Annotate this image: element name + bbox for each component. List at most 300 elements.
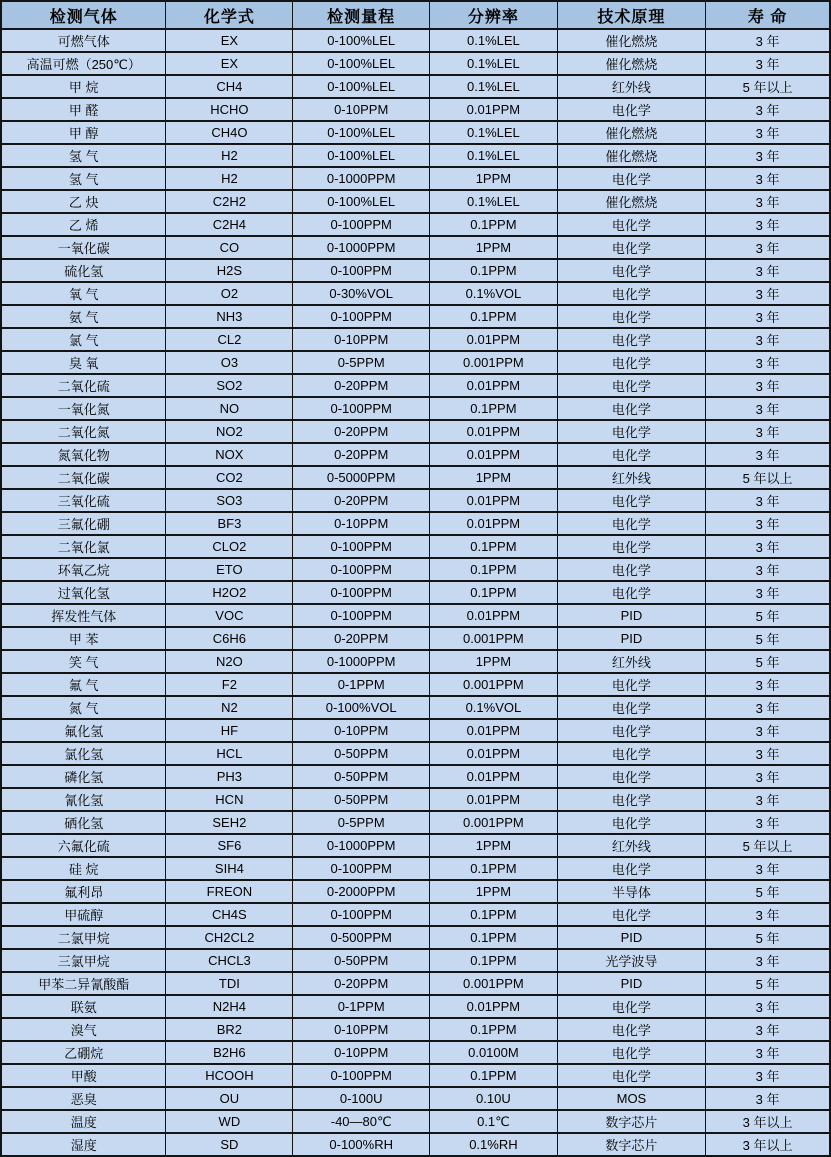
table-row [1, 144, 830, 167]
cell-resolution: 0.001PPM [430, 811, 558, 834]
cell-resolution: 0.01PPM [430, 719, 558, 742]
cell-technology: PID [557, 972, 705, 995]
cell-chemical-formula: ETO [166, 558, 293, 581]
cell-chemical-formula: H2 [166, 144, 293, 167]
cell-lifespan: 3 年 [706, 512, 830, 535]
table-row [1, 1133, 830, 1156]
cell-lifespan: 3 年 [706, 144, 830, 167]
cell-resolution: 0.1%LEL [430, 121, 558, 144]
cell-gas-name: 笑 气 [1, 650, 166, 673]
cell-detection-range: 0-5000PPM [293, 466, 430, 489]
cell-lifespan: 3 年 [706, 1087, 830, 1110]
cell-detection-range: 0-10PPM [293, 328, 430, 351]
table-row [1, 857, 830, 880]
table-row [1, 75, 830, 98]
table-row [1, 811, 830, 834]
cell-technology: 数字芯片 [557, 1110, 705, 1133]
cell-chemical-formula: HCOOH [166, 1064, 293, 1087]
cell-chemical-formula: O2 [166, 282, 293, 305]
cell-resolution: 0.01PPM [430, 765, 558, 788]
cell-chemical-formula: O3 [166, 351, 293, 374]
cell-technology: 电化学 [557, 397, 705, 420]
table-row [1, 489, 830, 512]
cell-chemical-formula: CO [166, 236, 293, 259]
cell-chemical-formula: HCL [166, 742, 293, 765]
cell-resolution: 0.01PPM [430, 374, 558, 397]
cell-gas-name: 氯化氢 [1, 742, 166, 765]
cell-gas-name: 湿度 [1, 1133, 166, 1156]
cell-resolution: 0.1℃ [430, 1110, 558, 1133]
table-row [1, 765, 830, 788]
cell-gas-name: 二氧化氮 [1, 420, 166, 443]
cell-chemical-formula: BF3 [166, 512, 293, 535]
cell-resolution: 0.001PPM [430, 673, 558, 696]
cell-detection-range: 0-100PPM [293, 535, 430, 558]
cell-detection-range: -40—80℃ [293, 1110, 430, 1133]
cell-technology: 电化学 [557, 512, 705, 535]
table-row [1, 98, 830, 121]
cell-chemical-formula: N2O [166, 650, 293, 673]
cell-resolution: 0.1%VOL [430, 282, 558, 305]
cell-chemical-formula: SEH2 [166, 811, 293, 834]
cell-gas-name: 恶臭 [1, 1087, 166, 1110]
cell-detection-range: 0-50PPM [293, 788, 430, 811]
cell-resolution: 0.1PPM [430, 1064, 558, 1087]
cell-gas-name: 甲硫醇 [1, 903, 166, 926]
cell-gas-name: 氮氧化物 [1, 443, 166, 466]
cell-resolution: 0.01PPM [430, 604, 558, 627]
cell-gas-name: 二氧化碳 [1, 466, 166, 489]
cell-gas-name: 高温可燃（250℃） [1, 52, 166, 75]
cell-chemical-formula: H2O2 [166, 581, 293, 604]
cell-gas-name: 二氧化硫 [1, 374, 166, 397]
cell-technology: 红外线 [557, 834, 705, 857]
cell-technology: 电化学 [557, 305, 705, 328]
table-row [1, 305, 830, 328]
column-header-technology: 技术原理 [557, 1, 705, 29]
cell-technology: 电化学 [557, 443, 705, 466]
cell-resolution: 1PPM [430, 880, 558, 903]
table-row [1, 558, 830, 581]
cell-chemical-formula: C6H6 [166, 627, 293, 650]
table-row [1, 29, 830, 52]
cell-detection-range: 0-50PPM [293, 949, 430, 972]
cell-resolution: 0.1PPM [430, 949, 558, 972]
cell-lifespan: 3 年 [706, 788, 830, 811]
cell-chemical-formula: CH4 [166, 75, 293, 98]
table-row [1, 328, 830, 351]
cell-detection-range: 0-1PPM [293, 673, 430, 696]
cell-resolution: 0.1PPM [430, 581, 558, 604]
cell-technology: 电化学 [557, 420, 705, 443]
cell-lifespan: 3 年 [706, 328, 830, 351]
cell-lifespan: 3 年 [706, 98, 830, 121]
cell-lifespan: 5 年 [706, 627, 830, 650]
cell-gas-name: 一氧化碳 [1, 236, 166, 259]
cell-resolution: 0.1%LEL [430, 29, 558, 52]
cell-technology: 催化燃烧 [557, 121, 705, 144]
cell-resolution: 0.1%LEL [430, 190, 558, 213]
cell-chemical-formula: N2H4 [166, 995, 293, 1018]
table-row [1, 1041, 830, 1064]
cell-resolution: 1PPM [430, 236, 558, 259]
cell-detection-range: 0-1000PPM [293, 834, 430, 857]
cell-lifespan: 3 年 [706, 420, 830, 443]
table-row [1, 926, 830, 949]
table-row [1, 995, 830, 1018]
cell-lifespan: 3 年 [706, 1041, 830, 1064]
cell-lifespan: 5 年以上 [706, 75, 830, 98]
cell-gas-name: 甲 苯 [1, 627, 166, 650]
cell-lifespan: 3 年 [706, 719, 830, 742]
cell-resolution: 0.1%VOL [430, 696, 558, 719]
cell-lifespan: 3 年 [706, 1018, 830, 1041]
cell-chemical-formula: HF [166, 719, 293, 742]
cell-technology: 电化学 [557, 903, 705, 926]
cell-detection-range: 0-100PPM [293, 397, 430, 420]
cell-lifespan: 5 年以上 [706, 466, 830, 489]
cell-lifespan: 3 年 [706, 949, 830, 972]
cell-detection-range: 0-100%VOL [293, 696, 430, 719]
cell-technology: 电化学 [557, 535, 705, 558]
cell-detection-range: 0-10PPM [293, 512, 430, 535]
cell-resolution: 1PPM [430, 466, 558, 489]
cell-resolution: 0.1PPM [430, 926, 558, 949]
cell-gas-name: 氢 气 [1, 167, 166, 190]
column-header-lifespan: 寿 命 [706, 1, 830, 29]
cell-chemical-formula: H2S [166, 259, 293, 282]
cell-detection-range: 0-100PPM [293, 259, 430, 282]
cell-resolution: 0.1PPM [430, 1018, 558, 1041]
cell-gas-name: 甲 醇 [1, 121, 166, 144]
cell-resolution: 0.01PPM [430, 98, 558, 121]
column-header-resolution: 分辨率 [430, 1, 558, 29]
cell-detection-range: 0-100PPM [293, 857, 430, 880]
cell-technology: 电化学 [557, 328, 705, 351]
cell-lifespan: 3 年 [706, 259, 830, 282]
cell-detection-range: 0-100%RH [293, 1133, 430, 1156]
cell-chemical-formula: PH3 [166, 765, 293, 788]
cell-lifespan: 5 年以上 [706, 834, 830, 857]
cell-lifespan: 5 年 [706, 926, 830, 949]
column-header-gas-name: 检测气体 [1, 1, 166, 29]
cell-detection-range: 0-20PPM [293, 972, 430, 995]
cell-detection-range: 0-1000PPM [293, 167, 430, 190]
cell-chemical-formula: NO [166, 397, 293, 420]
cell-chemical-formula: NOX [166, 443, 293, 466]
cell-gas-name: 硫化氢 [1, 259, 166, 282]
column-header-chemical-formula: 化学式 [166, 1, 293, 29]
cell-technology: 电化学 [557, 558, 705, 581]
cell-lifespan: 3 年 [706, 696, 830, 719]
cell-chemical-formula: HCN [166, 788, 293, 811]
cell-lifespan: 3 年 [706, 282, 830, 305]
table-row [1, 213, 830, 236]
cell-lifespan: 3 年 [706, 52, 830, 75]
table-row [1, 604, 830, 627]
cell-chemical-formula: VOC [166, 604, 293, 627]
cell-chemical-formula: CO2 [166, 466, 293, 489]
cell-lifespan: 3 年 [706, 351, 830, 374]
cell-chemical-formula: C2H4 [166, 213, 293, 236]
table-row [1, 972, 830, 995]
cell-technology: PID [557, 926, 705, 949]
cell-gas-name: 二氧化氯 [1, 535, 166, 558]
cell-technology: 电化学 [557, 1041, 705, 1064]
cell-resolution: 0.0100M [430, 1041, 558, 1064]
table-row [1, 719, 830, 742]
cell-detection-range: 0-20PPM [293, 420, 430, 443]
cell-detection-range: 0-100PPM [293, 558, 430, 581]
cell-lifespan: 3 年 [706, 213, 830, 236]
cell-technology: 催化燃烧 [557, 144, 705, 167]
cell-gas-name: 硒化氢 [1, 811, 166, 834]
table-row [1, 259, 830, 282]
cell-technology: 光学波导 [557, 949, 705, 972]
cell-resolution: 0.01PPM [430, 995, 558, 1018]
cell-technology: 电化学 [557, 857, 705, 880]
cell-gas-name: 氰化氢 [1, 788, 166, 811]
cell-gas-name: 环氧乙烷 [1, 558, 166, 581]
cell-gas-name: 氟 气 [1, 673, 166, 696]
table-row [1, 949, 830, 972]
cell-technology: 电化学 [557, 489, 705, 512]
cell-chemical-formula: N2 [166, 696, 293, 719]
cell-detection-range: 0-10PPM [293, 719, 430, 742]
table-row [1, 581, 830, 604]
cell-detection-range: 0-500PPM [293, 926, 430, 949]
cell-technology: MOS [557, 1087, 705, 1110]
cell-resolution: 1PPM [430, 834, 558, 857]
cell-detection-range: 0-5PPM [293, 351, 430, 374]
cell-chemical-formula: B2H6 [166, 1041, 293, 1064]
cell-lifespan: 3 年 [706, 489, 830, 512]
cell-resolution: 0.1PPM [430, 857, 558, 880]
cell-lifespan: 3 年 [706, 558, 830, 581]
cell-gas-name: 磷化氢 [1, 765, 166, 788]
cell-lifespan: 3 年 [706, 443, 830, 466]
cell-technology: 电化学 [557, 696, 705, 719]
cell-technology: 电化学 [557, 282, 705, 305]
cell-technology: 催化燃烧 [557, 29, 705, 52]
table-row [1, 167, 830, 190]
table-row [1, 374, 830, 397]
cell-detection-range: 0-1PPM [293, 995, 430, 1018]
cell-gas-name: 乙硼烷 [1, 1041, 166, 1064]
cell-lifespan: 3 年 [706, 995, 830, 1018]
table-row [1, 52, 830, 75]
cell-resolution: 0.10U [430, 1087, 558, 1110]
cell-chemical-formula: C2H2 [166, 190, 293, 213]
cell-gas-name: 联氨 [1, 995, 166, 1018]
cell-resolution: 0.1PPM [430, 397, 558, 420]
cell-detection-range: 0-100%LEL [293, 121, 430, 144]
cell-resolution: 0.01PPM [430, 512, 558, 535]
cell-resolution: 0.1%LEL [430, 144, 558, 167]
cell-resolution: 0.1PPM [430, 903, 558, 926]
cell-resolution: 0.1PPM [430, 305, 558, 328]
table-row [1, 834, 830, 857]
cell-detection-range: 0-10PPM [293, 1041, 430, 1064]
cell-technology: 红外线 [557, 650, 705, 673]
cell-lifespan: 3 年 [706, 374, 830, 397]
cell-lifespan: 3 年 [706, 29, 830, 52]
cell-technology: 电化学 [557, 581, 705, 604]
cell-gas-name: 溴气 [1, 1018, 166, 1041]
cell-gas-name: 甲 烷 [1, 75, 166, 98]
cell-gas-name: 乙 炔 [1, 190, 166, 213]
cell-lifespan: 3 年以上 [706, 1133, 830, 1156]
cell-detection-range: 0-10PPM [293, 98, 430, 121]
table-row [1, 1018, 830, 1041]
cell-resolution: 0.01PPM [430, 742, 558, 765]
cell-detection-range: 0-100%LEL [293, 29, 430, 52]
cell-detection-range: 0-1000PPM [293, 236, 430, 259]
cell-chemical-formula: CHCL3 [166, 949, 293, 972]
cell-lifespan: 3 年 [706, 1064, 830, 1087]
cell-chemical-formula: F2 [166, 673, 293, 696]
table-row [1, 443, 830, 466]
cell-chemical-formula: EX [166, 52, 293, 75]
cell-gas-name: 甲 醛 [1, 98, 166, 121]
cell-gas-name: 硅 烷 [1, 857, 166, 880]
cell-detection-range: 0-100PPM [293, 1064, 430, 1087]
cell-chemical-formula: H2 [166, 167, 293, 190]
cell-gas-name: 乙 烯 [1, 213, 166, 236]
cell-gas-name: 六氟化硫 [1, 834, 166, 857]
table-row [1, 535, 830, 558]
cell-resolution: 0.1%LEL [430, 75, 558, 98]
cell-resolution: 0.1PPM [430, 558, 558, 581]
cell-lifespan: 3 年 [706, 811, 830, 834]
cell-lifespan: 5 年 [706, 604, 830, 627]
table-row [1, 351, 830, 374]
cell-lifespan: 3 年 [706, 581, 830, 604]
cell-lifespan: 3 年 [706, 305, 830, 328]
cell-resolution: 0.001PPM [430, 972, 558, 995]
cell-resolution: 0.1PPM [430, 259, 558, 282]
cell-lifespan: 3 年 [706, 535, 830, 558]
cell-lifespan: 3 年以上 [706, 1110, 830, 1133]
cell-lifespan: 3 年 [706, 857, 830, 880]
cell-lifespan: 3 年 [706, 765, 830, 788]
cell-chemical-formula: CLO2 [166, 535, 293, 558]
cell-technology: 电化学 [557, 351, 705, 374]
cell-lifespan: 5 年 [706, 880, 830, 903]
cell-detection-range: 0-20PPM [293, 374, 430, 397]
cell-detection-range: 0-30%VOL [293, 282, 430, 305]
cell-chemical-formula: CL2 [166, 328, 293, 351]
cell-technology: 电化学 [557, 374, 705, 397]
cell-gas-name: 甲苯二异氰酸酯 [1, 972, 166, 995]
table-header-row [1, 1, 830, 29]
cell-technology: 电化学 [557, 259, 705, 282]
cell-technology: 电化学 [557, 742, 705, 765]
cell-resolution: 0.01PPM [430, 328, 558, 351]
cell-lifespan: 3 年 [706, 121, 830, 144]
cell-detection-range: 0-100%LEL [293, 144, 430, 167]
cell-technology: PID [557, 627, 705, 650]
cell-detection-range: 0-20PPM [293, 443, 430, 466]
cell-detection-range: 0-50PPM [293, 742, 430, 765]
table-row [1, 1087, 830, 1110]
cell-gas-name: 氮 气 [1, 696, 166, 719]
table-row [1, 420, 830, 443]
cell-technology: PID [557, 604, 705, 627]
cell-detection-range: 0-1000PPM [293, 650, 430, 673]
cell-chemical-formula: WD [166, 1110, 293, 1133]
cell-technology: 电化学 [557, 788, 705, 811]
table-row [1, 627, 830, 650]
cell-chemical-formula: SO2 [166, 374, 293, 397]
cell-technology: 催化燃烧 [557, 52, 705, 75]
table-row [1, 397, 830, 420]
cell-resolution: 0.1PPM [430, 535, 558, 558]
cell-gas-name: 温度 [1, 1110, 166, 1133]
cell-detection-range: 0-100%LEL [293, 190, 430, 213]
cell-gas-name: 三氟化硼 [1, 512, 166, 535]
table-row [1, 673, 830, 696]
cell-resolution: 0.01PPM [430, 788, 558, 811]
cell-gas-name: 氟利昂 [1, 880, 166, 903]
cell-chemical-formula: CH4S [166, 903, 293, 926]
cell-lifespan: 3 年 [706, 190, 830, 213]
cell-chemical-formula: BR2 [166, 1018, 293, 1041]
cell-resolution: 0.01PPM [430, 489, 558, 512]
table-row [1, 190, 830, 213]
cell-technology: 电化学 [557, 236, 705, 259]
cell-gas-name: 挥发性气体 [1, 604, 166, 627]
cell-chemical-formula: CH4O [166, 121, 293, 144]
cell-gas-name: 氧 气 [1, 282, 166, 305]
cell-detection-range: 0-100%LEL [293, 52, 430, 75]
cell-gas-name: 三氯甲烷 [1, 949, 166, 972]
cell-lifespan: 3 年 [706, 742, 830, 765]
cell-resolution: 1PPM [430, 167, 558, 190]
cell-resolution: 1PPM [430, 650, 558, 673]
cell-technology: 电化学 [557, 673, 705, 696]
cell-lifespan: 3 年 [706, 673, 830, 696]
table-row [1, 788, 830, 811]
table-row [1, 121, 830, 144]
table-row [1, 650, 830, 673]
cell-technology: 电化学 [557, 1018, 705, 1041]
cell-lifespan: 5 年 [706, 650, 830, 673]
table-row [1, 282, 830, 305]
cell-resolution: 0.001PPM [430, 351, 558, 374]
cell-technology: 电化学 [557, 995, 705, 1018]
table-row [1, 236, 830, 259]
cell-lifespan: 3 年 [706, 397, 830, 420]
cell-chemical-formula: SIH4 [166, 857, 293, 880]
cell-gas-name: 氯 气 [1, 328, 166, 351]
table-row [1, 742, 830, 765]
table-row [1, 903, 830, 926]
cell-gas-name: 氟化氢 [1, 719, 166, 742]
cell-detection-range: 0-100%LEL [293, 75, 430, 98]
cell-gas-name: 臭 氧 [1, 351, 166, 374]
table-row [1, 880, 830, 903]
cell-gas-name: 氢 气 [1, 144, 166, 167]
cell-lifespan: 3 年 [706, 167, 830, 190]
cell-resolution: 0.1PPM [430, 213, 558, 236]
cell-technology: 电化学 [557, 1064, 705, 1087]
table-row [1, 696, 830, 719]
cell-detection-range: 0-100PPM [293, 213, 430, 236]
cell-gas-name: 过氧化氢 [1, 581, 166, 604]
cell-chemical-formula: SF6 [166, 834, 293, 857]
cell-chemical-formula: OU [166, 1087, 293, 1110]
